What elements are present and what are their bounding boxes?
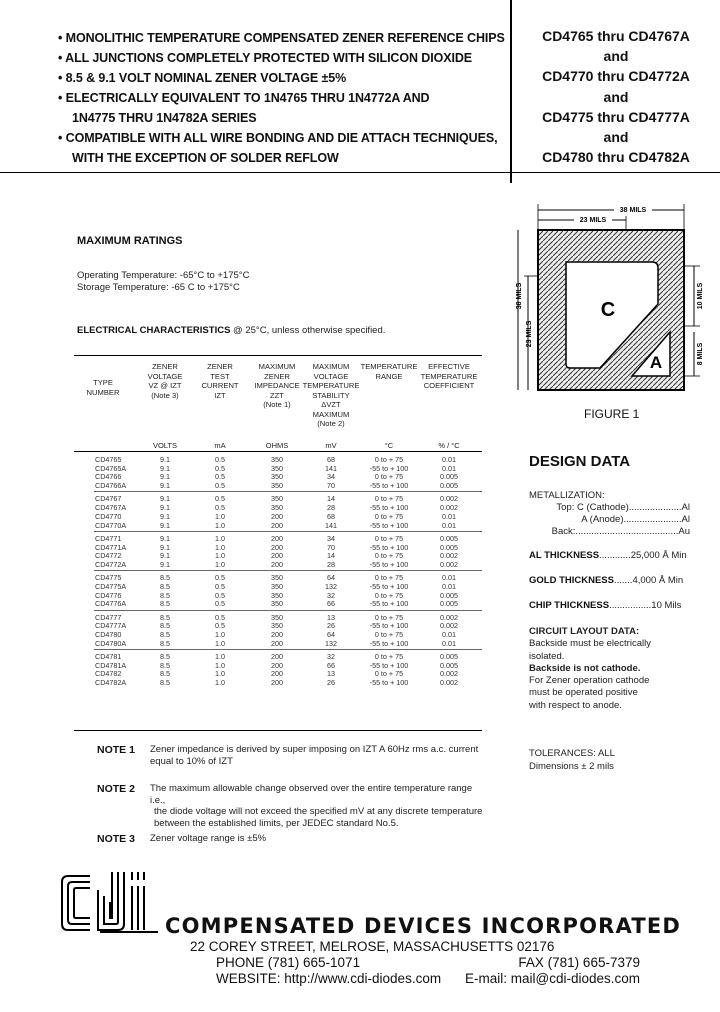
- part-and-3: and: [603, 129, 629, 146]
- note-2-label: NOTE 2: [97, 783, 135, 795]
- company-name: COMPENSATED DEVICES INCORPORATED: [165, 914, 682, 938]
- table-cell: 26: [327, 621, 335, 631]
- type-number-cell: CD4775: [95, 573, 122, 583]
- table-top-rule: [74, 355, 482, 356]
- table-cell: 1.0: [215, 638, 225, 648]
- metallization-top-a: A (Anode)......................Al: [581, 514, 690, 525]
- company-fax: FAX (781) 665-7379: [518, 955, 640, 970]
- al-thickness-label: AL THICKNESS: [529, 550, 600, 561]
- table-cell: 1.0: [215, 669, 225, 679]
- table-cell: 0.005: [440, 481, 458, 491]
- part-range-4: CD4780 thru CD4782A: [542, 149, 690, 166]
- table-cell: 200: [271, 533, 283, 543]
- bullet-1: • MONOLITHIC TEMPERATURE COMPENSATED ZENER REFERENCE CHIPS: [58, 31, 505, 45]
- table-cell: 9.1: [160, 520, 170, 530]
- table-cell: 200: [271, 551, 283, 561]
- part-number-range: [512, 26, 720, 167]
- column-header-4-line-1: MAXIMUM: [258, 362, 296, 371]
- table-cell: 26: [327, 678, 335, 688]
- company-address: 22 COREY STREET, MELROSE, MASSACHUSETTS 02176: [190, 939, 555, 954]
- dim-23-left-text: 23 MILS: [526, 320, 533, 348]
- type-number-cell: CD4776A: [95, 599, 127, 609]
- table-cell: 8.5: [160, 581, 170, 591]
- table-cell: 0 to + 75: [374, 472, 404, 482]
- type-number-cell: CD4770A: [95, 520, 127, 530]
- type-number-cell: CD4771A: [95, 542, 127, 552]
- unit-cell: mA: [214, 441, 226, 450]
- company-phone: PHONE (781) 665-1071: [216, 955, 361, 970]
- table-cell: 0.005: [440, 590, 458, 600]
- circuit-layout-title: CIRCUIT LAYOUT DATA:: [529, 626, 640, 637]
- table-cell: 68: [327, 511, 335, 521]
- chip-layout-figure: [508, 196, 720, 400]
- column-header-3-line-3: CURRENT: [201, 381, 239, 390]
- table-cell: 0.5: [215, 573, 225, 583]
- note-1-line-1: Zener impedance is derived by super imposing on IZT A 60Hz rms a.c. current: [150, 744, 479, 755]
- circuit-layout-line-2: isolated.: [529, 650, 565, 662]
- table-cell: -55 to + 100: [369, 581, 409, 591]
- table-bottom-rule: [74, 730, 482, 731]
- part-and-2: and: [603, 88, 629, 105]
- column-header-5-line-6: MAXIMUM: [312, 409, 350, 419]
- table-cell: 0.5: [215, 612, 225, 622]
- note-2-text: [150, 783, 490, 829]
- circuit-layout-line-4: For Zener operation cathode: [529, 675, 650, 687]
- type-number-cell: CD4776: [95, 590, 122, 600]
- column-header-6-line-1: TEMPERATURE: [360, 362, 418, 371]
- table-cell: 0.005: [440, 533, 458, 543]
- figure-caption: FIGURE 1: [584, 407, 640, 421]
- table-cell: 0.01: [442, 638, 456, 648]
- type-number-cell: CD4766: [95, 472, 122, 482]
- table-cell: 1.0: [215, 551, 225, 561]
- table-cell: -55 to + 100: [369, 463, 409, 473]
- table-cell: 350: [271, 612, 283, 622]
- type-number-cell: CD4781: [95, 652, 122, 661]
- table-cell: 0.01: [442, 573, 456, 583]
- table-cell: -55 to + 100: [369, 678, 409, 688]
- table-cell: 8.5: [160, 621, 170, 631]
- type-number-cell: CD4777: [95, 612, 122, 622]
- table-cell: 68: [327, 455, 335, 464]
- note-3-line-1: Zener voltage range is ±5%: [150, 833, 267, 844]
- column-header-5-line-3: TEMPERATURE: [302, 381, 360, 390]
- table-cell: 9.1: [160, 472, 170, 482]
- table-cell: 8.5: [160, 590, 170, 600]
- feature-bullets: [58, 28, 508, 168]
- group-separator: [94, 649, 482, 650]
- table-cell: 0.002: [440, 551, 458, 561]
- table-cell: 14: [327, 551, 335, 561]
- table-cell: 66: [327, 599, 335, 609]
- table-cell: -55 to + 100: [369, 481, 409, 491]
- column-header-2-line-4: VZ @ IZT: [148, 381, 182, 390]
- part-and-1: and: [603, 48, 629, 65]
- table-cell: 132: [325, 581, 337, 591]
- table-cell: 8.5: [160, 612, 170, 622]
- table-cell: 1.0: [215, 542, 225, 552]
- operating-temp: Operating Temperature: -65°C to +175°C: [77, 270, 250, 281]
- group-separator: [94, 610, 482, 611]
- note-2-line-2: the diode voltage will not exceed the specified mV at any discrete temperature: [154, 806, 483, 817]
- table-cell: 350: [271, 455, 283, 464]
- company-email[interactable]: E-mail: mail@cdi-diodes.com: [465, 971, 640, 986]
- table-units-rule: [74, 451, 482, 452]
- unit-cell: OHMS: [265, 441, 289, 450]
- gold-thickness-label: GOLD THICKNESS: [529, 575, 614, 586]
- column-header-2-line-2: VOLTAGE: [147, 371, 183, 381]
- table-cell: 8.5: [160, 678, 170, 688]
- column-header-5-line-4: STABILITY: [312, 390, 350, 400]
- table-cell: 0 to + 75: [374, 551, 404, 561]
- column-header-5-line-5: ΔVZT: [321, 400, 341, 409]
- dim-38-left-text: 38 MILS: [516, 282, 523, 310]
- column-header-4-line-4: ZZT: [270, 390, 284, 400]
- column-header-3-line-1: ZENER: [207, 362, 233, 371]
- table-cell: 200: [271, 638, 283, 648]
- part-range-3: CD4775 thru CD4777A: [542, 108, 690, 125]
- table-cell: 350: [271, 494, 283, 504]
- table-cell: 0 to + 75: [374, 669, 404, 679]
- bullet-2: • ALL JUNCTIONS COMPLETELY PROTECTED WITH SILICON DIOXIDE: [58, 51, 472, 65]
- part-range-1: CD4765 thru CD4767A: [542, 28, 690, 44]
- table-cell: 0.002: [440, 669, 458, 679]
- type-number-cell: CD4765: [95, 455, 122, 464]
- table-cell: 0.01: [442, 463, 456, 473]
- dim-23-top-text: 23 MILS: [579, 217, 607, 224]
- type-number-cell: CD4782A: [95, 678, 127, 688]
- unit-cell: % / °C: [438, 441, 460, 450]
- table-cell: 0.5: [215, 472, 225, 482]
- storage-temp: Storage Temperature: -65 C to +175°C: [77, 282, 240, 293]
- column-header-3-line-4: IZT: [214, 390, 226, 400]
- table-cell: 9.1: [160, 551, 170, 561]
- electrical-title: ELECTRICAL CHARACTERISTICS: [77, 325, 231, 336]
- group-separator: [94, 491, 482, 492]
- dim-38-top-text: 38 MILS: [619, 207, 647, 214]
- table-cell: 34: [327, 533, 335, 543]
- table-cell: 0.002: [440, 621, 458, 631]
- chip-thickness-value: ................10 Mils: [609, 600, 682, 611]
- table-cell: 34: [327, 472, 335, 482]
- table-cell: 0 to + 75: [374, 573, 404, 583]
- table-cell: 350: [271, 599, 283, 609]
- table-cell: 1.0: [215, 511, 225, 521]
- table-cell: 1.0: [215, 630, 225, 639]
- unit-cell: mV: [325, 441, 337, 450]
- gold-thickness-value: .......4,000 Å Min: [613, 575, 684, 586]
- table-cell: 0.002: [440, 494, 458, 504]
- column-header-7: [414, 362, 484, 391]
- table-cell: 0 to + 75: [374, 630, 404, 639]
- table-cell: 8.5: [160, 669, 170, 679]
- note-2-line-1: The maximum allowable change observed over the entire temperature range i.e.,: [150, 783, 473, 806]
- table-cell: 32: [327, 590, 335, 600]
- unit-cell: °C: [384, 441, 394, 450]
- table-cell: 0.5: [215, 503, 225, 513]
- column-header-4-line-3: IMPEDANCE: [254, 381, 300, 390]
- table-cell: 0 to + 75: [374, 511, 404, 521]
- type-number-cell: CD4780A: [95, 638, 127, 648]
- table-cell: 0.005: [440, 472, 458, 482]
- tolerances: [529, 748, 615, 773]
- table-cell: 141: [325, 463, 337, 473]
- table-cell: 350: [271, 581, 283, 591]
- bullet-5-cont: WITH THE EXCEPTION OF SOLDER REFLOW: [72, 151, 339, 165]
- table-cell: -55 to + 100: [369, 503, 409, 513]
- table-cell: 0 to + 75: [374, 455, 404, 464]
- table-cell: 0.5: [215, 590, 225, 600]
- circuit-layout-line-1: Backside must be electrically: [529, 638, 651, 650]
- type-number-cell: CD4766A: [95, 481, 127, 491]
- table-cell: 28: [327, 503, 335, 513]
- column-header-1: [73, 378, 133, 397]
- column-header-5-line-2: VOLTAGE: [313, 371, 349, 381]
- column-header-7-line-3: COEFFICIENT: [423, 381, 475, 390]
- table-cell: 1.0: [215, 660, 225, 670]
- table-cell: 200: [271, 542, 283, 552]
- table-cell: 0 to + 75: [374, 533, 404, 543]
- al-thickness-value: ............25,000 Å Min: [599, 550, 687, 561]
- table-cell: 200: [271, 669, 283, 679]
- table-cell: 350: [271, 463, 283, 473]
- type-number-cell: CD4772: [95, 551, 122, 561]
- table-cell: 9.1: [160, 533, 170, 543]
- column-header-2-line-6: (Note 3): [151, 390, 179, 400]
- electrical-characteristics-heading: [77, 325, 385, 336]
- table-cell: 0.5: [215, 481, 225, 491]
- type-number-cell: CD4772A: [95, 559, 127, 569]
- cdi-logo: [58, 868, 164, 940]
- column-header-1-line-2: NUMBER: [86, 387, 120, 397]
- tolerances-line-2: Dimensions ± 2 mils: [529, 760, 614, 772]
- group-separator: [94, 531, 482, 532]
- table-cell: 0.5: [215, 621, 225, 631]
- type-number-cell: CD4777A: [95, 621, 127, 631]
- table-cell: 13: [327, 669, 335, 679]
- table-cell: 64: [327, 630, 335, 639]
- column-header-7-line-2: TEMPERATURE: [420, 371, 478, 381]
- note-1-line-2: equal to 10% of IZT: [150, 755, 233, 767]
- type-number-cell: CD4782: [95, 669, 122, 679]
- table-cell: 350: [271, 503, 283, 513]
- table-cell: 1.0: [215, 520, 225, 530]
- table-cell: 0 to + 75: [374, 612, 404, 622]
- table-cell: 8.5: [160, 652, 170, 661]
- table-cell: 0.002: [440, 612, 458, 622]
- al-thickness: [529, 550, 687, 561]
- type-number-cell: CD4775A: [95, 581, 127, 591]
- column-header-3-line-2: TEST: [210, 371, 230, 381]
- note-1-label: NOTE 1: [97, 744, 135, 756]
- table-cell: 0.002: [440, 678, 458, 688]
- table-cell: 0.5: [215, 463, 225, 473]
- unit-cell: VOLTS: [152, 441, 178, 450]
- type-number-cell: CD4780: [95, 630, 122, 639]
- table-cell: 350: [271, 573, 283, 583]
- header-divider-horizontal: [0, 172, 720, 173]
- column-header-5-line-1: MAXIMUM: [312, 362, 350, 371]
- table-cell: 8.5: [160, 660, 170, 670]
- table-cell: 8.5: [160, 638, 170, 648]
- anode-label: A: [649, 353, 663, 372]
- table-cell: 200: [271, 511, 283, 521]
- table-cell: 32: [327, 652, 335, 661]
- bullet-4-cont: 1N4775 THRU 1N4782A SERIES: [72, 111, 257, 125]
- design-data-title: DESIGN DATA: [529, 453, 631, 470]
- table-cell: 1.0: [215, 652, 225, 661]
- group-separator: [94, 570, 482, 571]
- note-3-label: NOTE 3: [97, 833, 135, 845]
- table-cell: 0.01: [442, 630, 456, 639]
- table-cell: 1.0: [215, 533, 225, 543]
- column-header-1-line-1: TYPE: [93, 378, 113, 387]
- table-cell: 66: [327, 660, 335, 670]
- table-cell: 1.0: [215, 559, 225, 569]
- type-number-cell: CD4781A: [95, 660, 127, 670]
- table-cell: 200: [271, 678, 283, 688]
- type-number-cell: CD4767: [95, 494, 122, 504]
- table-cell: 141: [325, 520, 337, 530]
- tolerances-line-1: TOLERANCES: ALL: [529, 748, 615, 759]
- table-cell: 9.1: [160, 481, 170, 491]
- circuit-layout-line-5: must be operated positive: [529, 687, 638, 699]
- table-cell: 0.01: [442, 581, 456, 591]
- temperature-ratings: [77, 270, 249, 294]
- table-cell: -55 to + 100: [369, 520, 409, 530]
- circuit-layout-line-6: with respect to anode.: [529, 699, 622, 711]
- table-cell: 0.01: [442, 455, 456, 464]
- table-cell: -55 to + 100: [369, 621, 409, 631]
- chip-thickness: [529, 600, 681, 611]
- bullet-5: • COMPATIBLE WITH ALL WIRE BONDING AND DIE ATTACH TECHNIQUES,: [58, 131, 498, 145]
- table-cell: 0.005: [440, 652, 458, 661]
- table-cell: 64: [327, 573, 335, 583]
- column-header-4-line-6: (Note 1): [263, 400, 291, 409]
- column-header-2-line-1: ZENER: [152, 362, 178, 371]
- table-cell: 0.01: [442, 511, 456, 521]
- table-cell: 0 to + 75: [374, 590, 404, 600]
- column-header-6-line-2: RANGE: [375, 371, 403, 381]
- table-cell: 200: [271, 559, 283, 569]
- table-cell: 0.005: [440, 542, 458, 552]
- type-number-cell: CD4765A: [95, 463, 127, 473]
- table-cell: 13: [327, 612, 335, 622]
- gold-thickness: [529, 575, 683, 586]
- table-cell: 9.1: [160, 455, 170, 464]
- column-header-4-line-2: ZENER: [264, 371, 290, 381]
- table-cell: 28: [327, 559, 335, 569]
- table-cell: 9.1: [160, 494, 170, 504]
- table-cell: 9.1: [160, 559, 170, 569]
- table-cell: 0.01: [442, 520, 456, 530]
- note-2-line-3: between the established limits, per JEDEC standard No.5.: [154, 817, 399, 829]
- table-cell: 9.1: [160, 503, 170, 513]
- dim-10-right-text: 10 MILS: [697, 282, 704, 310]
- column-header-7-line-1: EFFECTIVE: [428, 362, 470, 371]
- table-cell: -55 to + 100: [369, 638, 409, 648]
- electrical-condition: @ 25°C, unless otherwise specified.: [230, 325, 386, 336]
- bullet-3: • 8.5 & 9.1 VOLT NOMINAL ZENER VOLTAGE ±5%: [58, 71, 347, 85]
- dim-8-right-text: 8 MILS: [697, 342, 704, 366]
- cathode-label: C: [600, 299, 616, 321]
- table-cell: 8.5: [160, 630, 170, 639]
- table-cell: 200: [271, 660, 283, 670]
- table-cell: 0 to + 75: [374, 494, 404, 504]
- table-cell: -55 to + 100: [369, 660, 409, 670]
- metallization-label: METALLIZATION:: [529, 490, 605, 501]
- bullet-4: • ELECTRICALLY EQUIVALENT TO 1N4765 THRU 1N4772A AND: [58, 91, 430, 105]
- note-1-text: [150, 744, 490, 767]
- table-cell: 0 to + 75: [374, 652, 404, 661]
- type-number-cell: CD4771: [95, 533, 122, 543]
- table-cell: 70: [327, 481, 335, 491]
- table-cell: 0.5: [215, 494, 225, 504]
- table-cell: 200: [271, 630, 283, 639]
- type-number-cell: CD4767A: [95, 503, 127, 513]
- note-3-text: [150, 833, 490, 845]
- table-cell: 0.5: [215, 599, 225, 609]
- table-cell: 1.0: [215, 678, 225, 688]
- part-range-2: CD4770 thru CD4772A: [542, 68, 690, 85]
- table-cell: 0.002: [440, 559, 458, 569]
- table-cell: 8.5: [160, 573, 170, 583]
- table-cell: 200: [271, 520, 283, 530]
- table-cell: 200: [271, 652, 283, 661]
- table-cell: 350: [271, 481, 283, 491]
- logo-underline: [100, 931, 158, 933]
- table-cell: -55 to + 100: [369, 559, 409, 569]
- table-cell: 0.5: [215, 455, 225, 464]
- table-cell: 14: [327, 494, 335, 504]
- table-cell: 0.002: [440, 503, 458, 513]
- table-cell: -55 to + 100: [369, 599, 409, 609]
- column-header-5-line-8: (Note 2): [317, 419, 345, 428]
- chip-thickness-label: CHIP THICKNESS: [529, 600, 610, 611]
- table-cell: 0.005: [440, 599, 458, 609]
- table-cell: 70: [327, 542, 335, 552]
- table-cell: 350: [271, 590, 283, 600]
- maximum-ratings-title: MAXIMUM RATINGS: [77, 235, 183, 247]
- circuit-layout-line-3: Backside is not cathode.: [529, 662, 641, 674]
- table-cell: 350: [271, 621, 283, 631]
- company-website[interactable]: WEBSITE: http://www.cdi-diodes.com: [216, 971, 442, 986]
- table-cell: 0.5: [215, 581, 225, 591]
- metallization-back: Back:.......................................Au: [551, 526, 690, 537]
- table-cell: 9.1: [160, 463, 170, 473]
- table-cell: 9.1: [160, 542, 170, 552]
- type-number-cell: CD4770: [95, 511, 122, 521]
- metallization-top-c: Top: C (Cathode)....................Al: [556, 502, 690, 513]
- table-cell: 9.1: [160, 511, 170, 521]
- table-cell: 350: [271, 472, 283, 482]
- circuit-layout-data: [529, 626, 651, 712]
- table-cell: 0.005: [440, 660, 458, 670]
- table-cell: 132: [325, 638, 337, 648]
- table-cell: 8.5: [160, 599, 170, 609]
- table-cell: -55 to + 100: [369, 542, 409, 552]
